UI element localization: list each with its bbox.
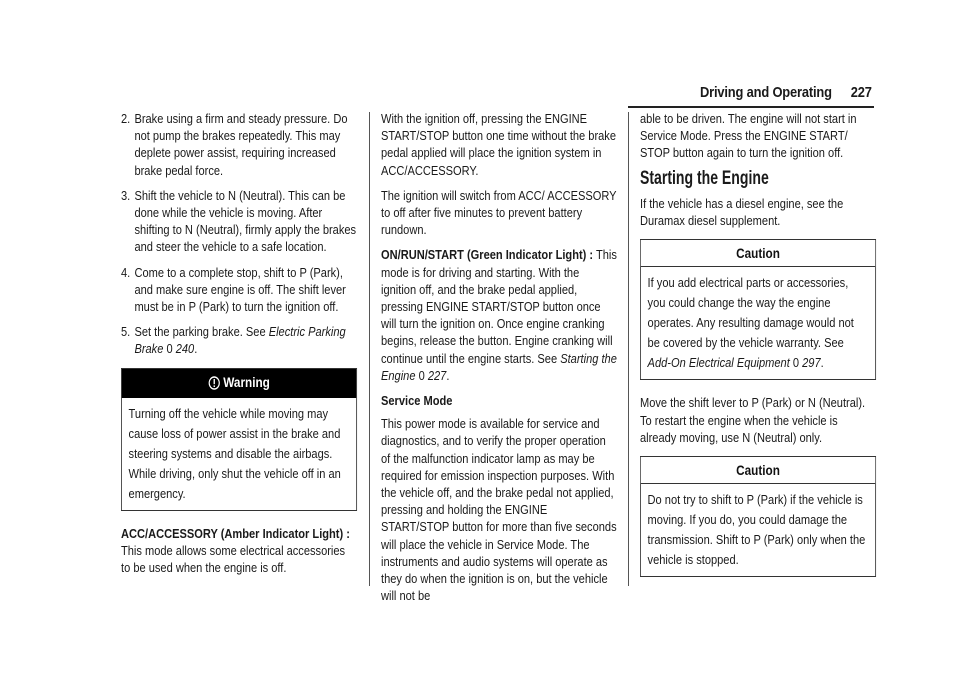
on-run-start-paragraph: ON/RUN/START (Green Indicator Light) : This mode is for driving and starting. With the ignition off, and the brake pedal applied, pressing ENGINE START/STOP button once will turn the ignition on. Once engine cranking begins, release the button. Engine cranking will continue until the engine starts. See Starting the Engine 0 227. xyxy=(381,247,617,383)
column-divider xyxy=(369,112,370,586)
page-number: 227 xyxy=(850,84,872,101)
column-divider xyxy=(628,112,629,586)
caution-body: If you add electrical parts or accessories, you could change the way the engine operates. Any resulting damage would not be covered by the vehicle warranty. See Add-On Electrical Equipment 0 297. xyxy=(647,275,854,371)
paragraph: If the vehicle has a diesel engine, see the Duramax diesel supplement. xyxy=(640,195,844,229)
cross-reference-link[interactable]: Electric Parking Brake xyxy=(134,324,346,357)
warning-icon xyxy=(208,376,220,394)
page-reference[interactable]: 227 xyxy=(427,367,447,383)
caution-box xyxy=(640,239,876,380)
page-reference[interactable]: 240 xyxy=(175,341,195,357)
column-3 xyxy=(640,110,876,591)
page-reference[interactable]: 297 xyxy=(802,355,821,371)
service-mode-heading: Service Mode xyxy=(381,393,453,409)
page-ref-arrow-icon: 0 xyxy=(166,341,173,357)
cross-reference-link[interactable]: Add-On Electrical Equipment xyxy=(647,355,790,371)
acc-paragraph: ACC/ACCESSORY (Amber Indicator Light) : This mode allows some electrical accessories to be used when the engine is off. xyxy=(121,525,350,576)
page-ref-arrow-icon: 0 xyxy=(418,367,425,383)
caution-header: Caution xyxy=(641,240,875,267)
section-name: Driving and Operating xyxy=(700,84,833,101)
caution-body: Do not try to shift to P (Park) if the vehicle is moving. If you do, you could damage the transmission. Shift to P (Park) only when the vehicle is stopped. xyxy=(647,492,866,568)
paragraph: This power mode is available for service and diagnostics, and to verify the proper operation of the malfunction indicator lamp as may be required for emission inspection purposes. With the vehicle off, and the brake pedal not applied, pressing and holding the ENGINE START/STOP button for more than five seconds will place the vehicle in Service Mode. The instruments and audio systems will operate as they do when the ignition is on, but the vehicle will not be xyxy=(381,416,617,604)
warning-title: Warning xyxy=(223,373,270,390)
page-header xyxy=(700,84,872,101)
step-item: 5. Set the parking brake. See Electric Parking Brake 0 240. xyxy=(121,324,346,357)
page-ref-arrow-icon: 0 xyxy=(792,355,800,371)
section-title: Starting the Engine xyxy=(640,167,769,189)
acc-label: ACC/ACCESSORY (Amber Indicator Light) : xyxy=(121,525,350,541)
step-item: 4. Come to a complete stop, shift to P (Park), and make sure engine is off. The shift lever must be in P (Park) to turn the ignition off. xyxy=(121,264,346,315)
caution-box xyxy=(640,456,876,577)
warning-header xyxy=(122,369,356,398)
step-item: 2. Brake using a firm and steady pressure. Do not pump the brakes repeatedly. This may deplete power assist, requiring increased brake pedal force. xyxy=(121,111,348,178)
paragraph: With the ignition off, pressing the ENGINE START/STOP button one time without the brake pedal applied will place the ignition system in ACC/ACCESSORY. xyxy=(381,111,617,178)
paragraph: able to be driven. The engine will not start in Service Mode. Press the ENGINE START/ STOP button again to turn the ignition off. xyxy=(640,111,857,161)
caution-header: Caution xyxy=(641,457,875,484)
on-run-start-label: ON/RUN/START (Green Indicator Light) : xyxy=(381,247,594,263)
paragraph: Move the shift lever to P (Park) or N (Neutral). To restart the engine when the vehicle is already moving, use N (Neutral) only. xyxy=(640,395,866,445)
warning-box xyxy=(121,368,357,511)
column-1 xyxy=(121,110,357,584)
step-item: 3. Shift the vehicle to N (Neutral). This can be done while the vehicle is moving. After shifting to N (Neutral), firmly apply the brakes and steer the vehicle to a safe location. xyxy=(121,187,357,255)
header-rule xyxy=(628,106,874,108)
warning-body: Turning off the vehicle while moving may cause loss of power assist in the brake and steering systems and disable the airbags. While driving, only shut the vehicle off in an emergency. xyxy=(128,405,341,501)
paragraph: The ignition will switch from ACC/ ACCESSORY to off after five minutes to prevent battery rundown. xyxy=(381,187,617,238)
column-2 xyxy=(381,110,617,612)
cross-reference-link[interactable]: Starting the Engine xyxy=(381,350,617,383)
